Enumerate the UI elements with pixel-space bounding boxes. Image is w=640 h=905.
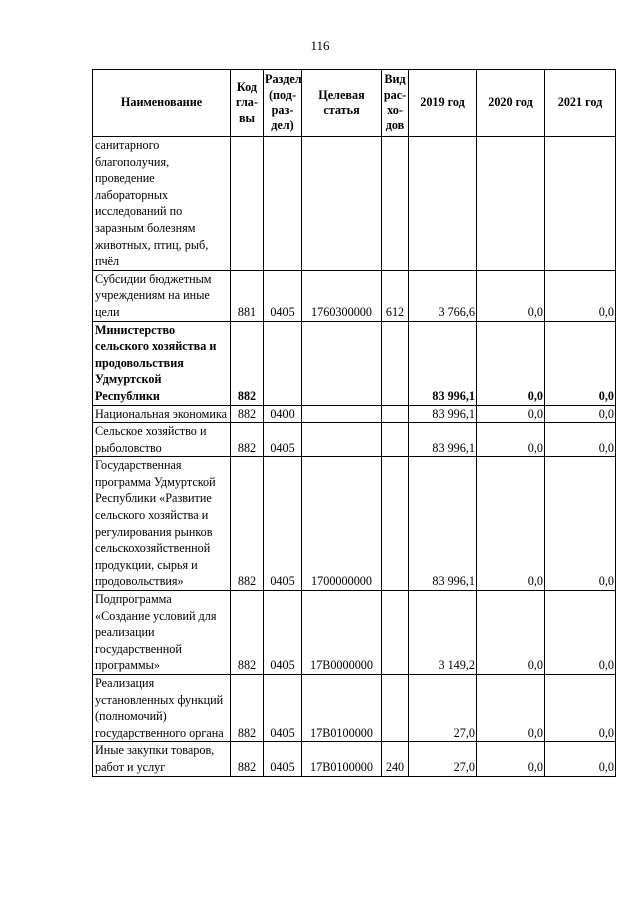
row-type: [382, 321, 409, 405]
row-section: [264, 137, 302, 271]
row-2020: 0,0: [477, 423, 545, 457]
table-row: [93, 742, 616, 776]
header-section: Раздел (под-раз-дел): [264, 70, 302, 137]
row-type: [382, 591, 409, 675]
row-2019: 83 996,1: [409, 405, 477, 423]
table-row: [93, 457, 616, 591]
row-section: 0405: [264, 270, 302, 321]
table-row: [93, 423, 616, 457]
row-target: [302, 423, 382, 457]
row-chapter: 882: [231, 457, 264, 591]
row-name: Сельское хозяйство и рыболовство: [93, 423, 231, 457]
row-name: санитарного благополучия, проведение лабораторных исследований по заразным болезням животных, птиц, рыб, пчёл: [93, 137, 231, 271]
row-2019: 3 149,2: [409, 591, 477, 675]
row-type: [382, 423, 409, 457]
row-type: [382, 137, 409, 271]
header-target: Целевая статья: [302, 70, 382, 137]
row-name: Государственная программа Удмуртской Республики «Развитие сельского хозяйства и регулирования рынков сельскохозяйственной продукции, сырья и продовольствия»: [93, 457, 231, 591]
row-section: 0405: [264, 423, 302, 457]
row-2019: 27,0: [409, 742, 477, 776]
row-2020: 0,0: [477, 591, 545, 675]
row-target: 1760300000: [302, 270, 382, 321]
row-2019: 27,0: [409, 675, 477, 742]
row-name: Реализация установленных функций (полномочий) государственного органа: [93, 675, 231, 742]
row-chapter: 882: [231, 591, 264, 675]
row-target: [302, 321, 382, 405]
row-target: 1700000000: [302, 457, 382, 591]
row-target: [302, 137, 382, 271]
row-2021: 0,0: [545, 423, 616, 457]
row-name: Субсидии бюджетным учреждениям на иные цели: [93, 270, 231, 321]
row-2021: 0,0: [545, 405, 616, 423]
row-name: Подпрограмма «Создание условий для реализации государственной программы»: [93, 591, 231, 675]
row-2019: [409, 137, 477, 271]
table-header-row: [93, 70, 616, 137]
row-section: 0405: [264, 675, 302, 742]
row-target: 17B0100000: [302, 742, 382, 776]
row-2019: 83 996,1: [409, 321, 477, 405]
row-chapter: 882: [231, 405, 264, 423]
row-type: [382, 405, 409, 423]
row-target: 17B0100000: [302, 675, 382, 742]
row-name: Министерство сельского хозяйства и продовольствия Удмуртской Республики: [93, 321, 231, 405]
row-2020: 0,0: [477, 405, 545, 423]
row-chapter: 882: [231, 321, 264, 405]
row-chapter: 882: [231, 423, 264, 457]
row-2020: 0,0: [477, 675, 545, 742]
row-2020: 0,0: [477, 321, 545, 405]
table-row: [93, 270, 616, 321]
table-row: [93, 321, 616, 405]
row-name: Национальная экономика: [93, 405, 231, 423]
row-type: 240: [382, 742, 409, 776]
row-2019: 83 996,1: [409, 457, 477, 591]
row-2019: 3 766,6: [409, 270, 477, 321]
table-row: [93, 405, 616, 423]
row-type: [382, 457, 409, 591]
row-2021: 0,0: [545, 591, 616, 675]
header-name: Наименование: [93, 70, 231, 137]
row-2021: 0,0: [545, 321, 616, 405]
row-2020: 0,0: [477, 457, 545, 591]
row-2020: 0,0: [477, 742, 545, 776]
header-2019: 2019 год: [409, 70, 477, 137]
row-section: 0405: [264, 742, 302, 776]
row-type: [382, 675, 409, 742]
header-expense-type: Вид рас-хо-дов: [382, 70, 409, 137]
row-target: 17B0000000: [302, 591, 382, 675]
header-2020: 2020 год: [477, 70, 545, 137]
row-2021: 0,0: [545, 457, 616, 591]
row-2020: [477, 137, 545, 271]
row-chapter: 882: [231, 742, 264, 776]
table-row: [93, 591, 616, 675]
row-2021: 0,0: [545, 742, 616, 776]
row-name: Иные закупки товаров, работ и услуг: [93, 742, 231, 776]
row-chapter: [231, 137, 264, 271]
row-section: 0405: [264, 591, 302, 675]
row-2021: 0,0: [545, 270, 616, 321]
row-type: 612: [382, 270, 409, 321]
row-section: [264, 321, 302, 405]
row-2021: [545, 137, 616, 271]
row-target: [302, 405, 382, 423]
page-number: 116: [310, 38, 330, 53]
row-section: 0405: [264, 457, 302, 591]
row-chapter: 881: [231, 270, 264, 321]
table-row: [93, 675, 616, 742]
row-2019: 83 996,1: [409, 423, 477, 457]
row-chapter: 882: [231, 675, 264, 742]
row-2021: 0,0: [545, 675, 616, 742]
row-2020: 0,0: [477, 270, 545, 321]
row-section: 0400: [264, 405, 302, 423]
budget-table: [92, 69, 616, 777]
header-2021: 2021 год: [545, 70, 616, 137]
table-row: [93, 137, 616, 271]
header-chapter: Код гла-вы: [231, 70, 264, 137]
